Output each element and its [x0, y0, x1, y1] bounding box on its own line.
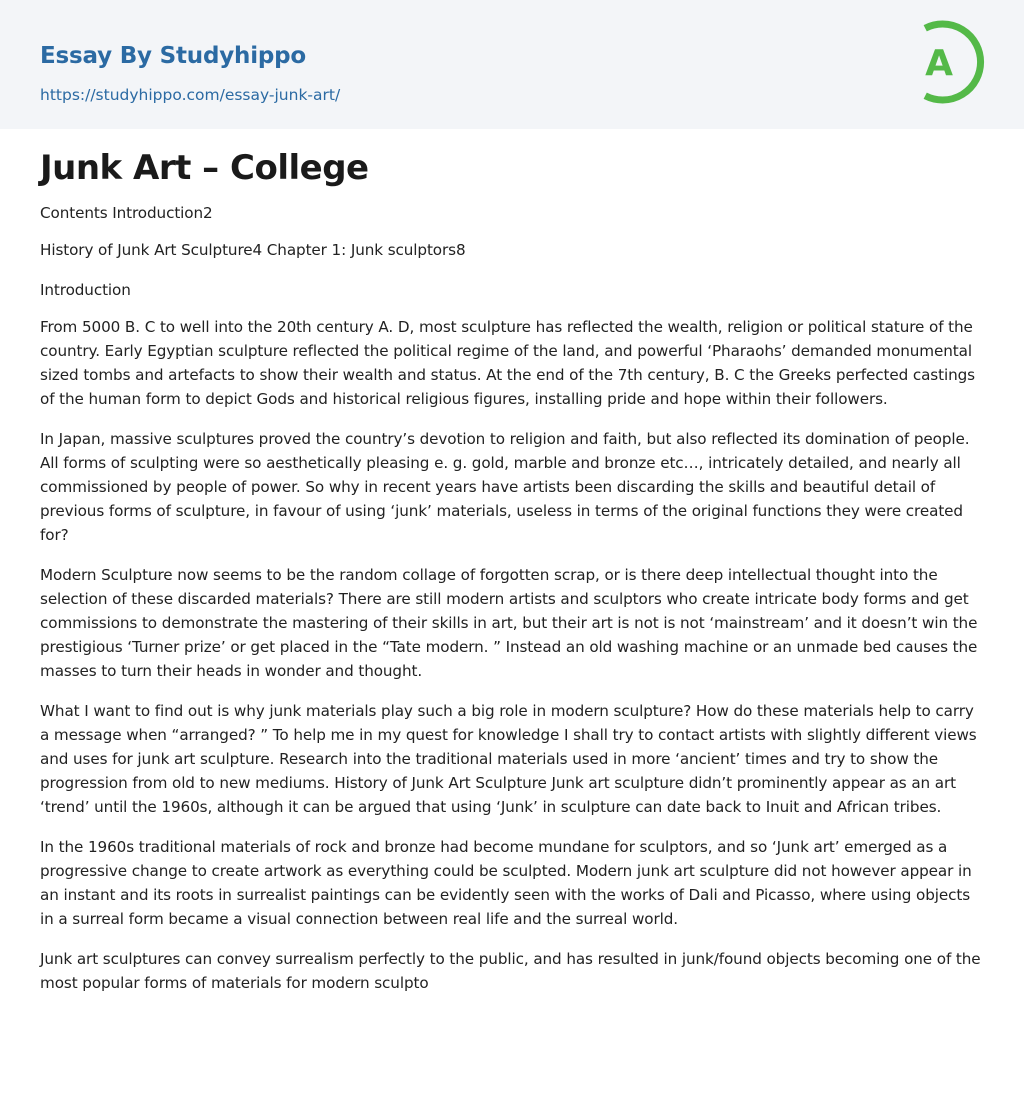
site-name: Essay By Studyhippo: [40, 43, 307, 69]
paragraph: In Japan, massive sculptures proved the country’s devotion to religion and faith, but also reflected its domination of people. All forms of sculpting were so aesthetically pleasing e. g. gold, marble and bronze etc…, intricately detailed, and nearly all commissioned by people of power. So why in recent years have artists been discarding the skills and beautiful detail of previous forms of sculpture, in favour of using ‘junk’ materials, useless in terms of the original functions they were created for?: [40, 430, 970, 544]
section-heading-introduction: Introduction: [40, 281, 131, 299]
paragraph: Modern Sculpture now seems to be the random collage of forgotten scrap, or is there deep intellectual thought into the selection of these discarded materials? There are still modern artists and sculptors who create intricate body forms and get commissions to demonstrate the mastering of their skills in art, but their art is not is not ‘mainstream’ and it doesn’t win the prestigious ‘Turner prize’ or get placed in the “Tate modern. ” Instead an old washing machine or an unmade bed causes the masses to turn their heads in wonder and thought.: [40, 566, 978, 680]
studyhippo-logo-icon[interactable]: [904, 18, 990, 106]
paragraph: From 5000 B. C to well into the 20th century A. D, most sculpture has reflected the wealth, religion or political stature of the country. Early Egyptian sculpture reflected the political regime of the land, and powerful ‘Pharaohs’ demanded monumental sized tombs and artefacts to show their wealth and status. At the end of the 7th century, B. C the Greeks perfected castings of the human form to depict Gods and historical religious figures, installing pride and hope within their followers.: [40, 318, 975, 408]
logo-letter: A: [925, 43, 953, 84]
contents-line-1: Contents Introduction2: [40, 204, 213, 222]
essay-url-link[interactable]: https://studyhippo.com/essay-junk-art/: [40, 86, 341, 104]
site-header: [0, 0, 1024, 129]
paragraph: In the 1960s traditional materials of rock and bronze had become mundane for sculptors, and so ‘Junk art’ emerged as a progressive change to create artwork as everything could be sculpted. Modern junk art sculpture did not however appear in an instant and its roots in surrealist paintings can be evidently seen with the works of Dali and Picasso, where using objects in a surreal form became a visual connection between real life and the surreal world.: [40, 838, 972, 928]
paragraph: What I want to find out is why junk materials play such a big role in modern sculpture? How do these materials help to carry a message when “arranged? ” To help me in my quest for knowledge I shall try to contact artists with slightly different views and uses for junk art sculpture. Research into the traditional materials used in more ‘ancient’ times and try to show the progression from old to new mediums. History of Junk Art Sculpture Junk art sculpture didn’t prominently appear as an art ‘trend’ until the 1960s, although it can be argued that using ‘Junk’ in sculpture can date back to Inuit and African tribes.: [40, 702, 977, 816]
page-title: Junk Art – College: [40, 148, 369, 188]
contents-line-2: History of Junk Art Sculpture4 Chapter 1: Junk sculptors8: [40, 241, 466, 259]
paragraph: Junk art sculptures can convey surrealism perfectly to the public, and has resulted in junk/found objects becoming one of the most popular forms of materials for modern sculpto: [40, 950, 981, 992]
article-body: [0, 129, 1024, 995]
